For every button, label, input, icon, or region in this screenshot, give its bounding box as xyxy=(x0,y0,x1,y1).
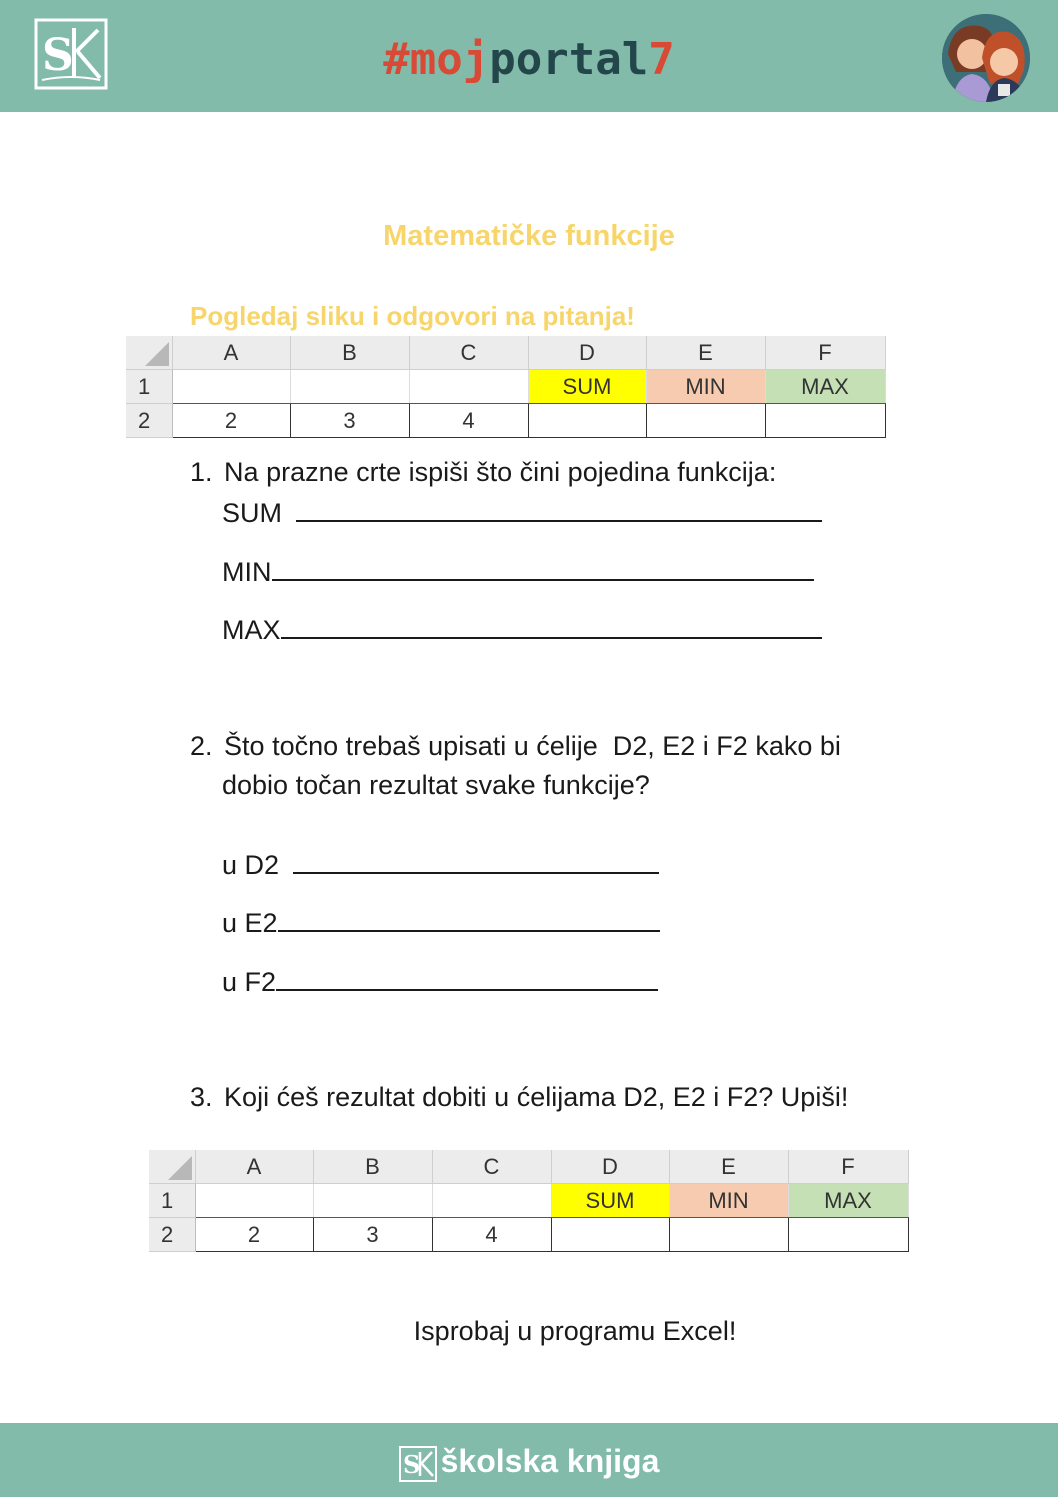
cell-d2[interactable] xyxy=(528,404,646,438)
brand-hash: # xyxy=(383,34,410,85)
header-band xyxy=(0,0,1058,112)
cell-d1-sum[interactable]: SUM xyxy=(528,370,646,404)
question-3 xyxy=(190,1078,848,1117)
column-header-e[interactable]: E xyxy=(646,336,765,370)
cell-b1-2[interactable] xyxy=(313,1184,432,1218)
answer-line-max xyxy=(222,609,822,650)
question-2-line2: dobio točan rezultat svake funkcije? xyxy=(222,770,650,800)
question-2-line1: Što točno trebaš upisati u ćelije D2, E2 i F2 kako bi xyxy=(224,731,841,761)
column-header-c[interactable]: C xyxy=(409,336,528,370)
answer-line-sum xyxy=(222,492,822,533)
cell-c1[interactable] xyxy=(409,370,528,404)
cell-e1-min[interactable]: MIN xyxy=(646,370,765,404)
column-header-d[interactable]: D xyxy=(528,336,646,370)
cell-c2-2[interactable]: 4 xyxy=(432,1218,551,1252)
cell-a2[interactable]: 2 xyxy=(172,404,290,438)
cell-e2-2[interactable] xyxy=(669,1218,788,1252)
spreadsheet-table-1 xyxy=(126,336,886,438)
column-header-e-2[interactable]: E xyxy=(669,1150,788,1184)
answer-label-e2: u E2 xyxy=(222,908,278,938)
footer-brand-text: školska knjiga xyxy=(440,1443,660,1479)
column-header-b[interactable]: B xyxy=(290,336,409,370)
answer-blank-max[interactable] xyxy=(281,609,822,639)
children-avatar-icon xyxy=(942,14,1030,102)
closing-instruction: Isprobaj u programu Excel! xyxy=(413,1316,737,1346)
answer-line-e2 xyxy=(222,902,660,943)
column-header-d-2[interactable]: D xyxy=(551,1150,669,1184)
answer-blank-sum[interactable] xyxy=(296,492,822,522)
cell-c1-2[interactable] xyxy=(432,1184,551,1218)
column-header-f[interactable]: F xyxy=(765,336,885,370)
question-2 xyxy=(190,727,841,766)
cell-f2[interactable] xyxy=(765,404,885,438)
cell-c2[interactable]: 4 xyxy=(409,404,528,438)
row-header-1[interactable]: 1 xyxy=(126,370,172,404)
answer-blank-d2[interactable] xyxy=(293,844,659,874)
question-3-text: Koji ćeš rezultat dobiti u ćelijama D2, E2 i F2? Upiši! xyxy=(224,1082,849,1112)
svg-text:S: S xyxy=(42,30,74,81)
cell-b2[interactable]: 3 xyxy=(290,404,409,438)
question-2-number: 2. xyxy=(190,731,213,761)
row-header-1-2[interactable]: 1 xyxy=(149,1184,195,1218)
answer-label-f2: u F2 xyxy=(222,967,277,997)
page-title: Matematičke funkcije xyxy=(383,220,675,252)
answer-label-min: MIN xyxy=(222,557,272,587)
cell-b2-2[interactable]: 3 xyxy=(313,1218,432,1252)
cell-f2-2[interactable] xyxy=(788,1218,908,1252)
cell-d2-2[interactable] xyxy=(551,1218,669,1252)
answer-blank-e2[interactable] xyxy=(278,902,660,932)
instruction-subtitle: Pogledaj sliku i odgovori na pitanja! xyxy=(190,301,635,331)
answer-blank-min[interactable] xyxy=(272,551,814,581)
cell-e1-min-2[interactable]: MIN xyxy=(669,1184,788,1218)
cell-f1-max-2[interactable]: MAX xyxy=(788,1184,908,1218)
column-header-c-2[interactable]: C xyxy=(432,1150,551,1184)
answer-label-sum: SUM xyxy=(222,498,290,528)
brand-portal: portal xyxy=(489,34,649,85)
answer-line-f2 xyxy=(222,961,658,1002)
footer-brand xyxy=(0,1439,1058,1483)
column-header-a[interactable]: A xyxy=(172,336,290,370)
answer-blank-f2[interactable] xyxy=(276,961,658,991)
answer-line-d2 xyxy=(222,844,659,885)
spreadsheet-table-2 xyxy=(149,1150,909,1252)
question-1-text: Na prazne crte ispiši što čini pojedina funkcija: xyxy=(224,457,777,487)
brand-moj: moj xyxy=(409,34,490,85)
column-header-a-2[interactable]: A xyxy=(195,1150,313,1184)
cell-a2-2[interactable]: 2 xyxy=(195,1218,313,1252)
row-header-2-2[interactable]: 2 xyxy=(149,1218,195,1252)
answer-line-min xyxy=(222,551,814,592)
select-all-corner-2[interactable] xyxy=(149,1150,195,1184)
brand-number: 7 xyxy=(648,34,675,85)
cell-e2[interactable] xyxy=(646,404,765,438)
column-header-b-2[interactable]: B xyxy=(313,1150,432,1184)
cell-d1-sum-2[interactable]: SUM xyxy=(551,1184,669,1218)
row-header-2[interactable]: 2 xyxy=(126,404,172,438)
cell-a1-2[interactable] xyxy=(195,1184,313,1218)
svg-text:S: S xyxy=(402,1449,420,1479)
column-header-f-2[interactable]: F xyxy=(788,1150,908,1184)
select-all-corner[interactable] xyxy=(126,336,172,370)
cell-a1[interactable] xyxy=(172,370,290,404)
question-2-continuation xyxy=(222,766,650,805)
brand-hashtag xyxy=(0,32,1058,88)
footer-logo-icon xyxy=(399,1446,437,1482)
footer-band xyxy=(0,1423,1058,1497)
question-1 xyxy=(190,453,776,492)
cell-b1[interactable] xyxy=(290,370,409,404)
answer-label-d2: u D2 xyxy=(222,850,287,880)
cell-f1-max[interactable]: MAX xyxy=(765,370,885,404)
question-1-number: 1. xyxy=(190,457,213,487)
answer-label-max: MAX xyxy=(222,615,281,645)
question-3-number: 3. xyxy=(190,1082,213,1112)
